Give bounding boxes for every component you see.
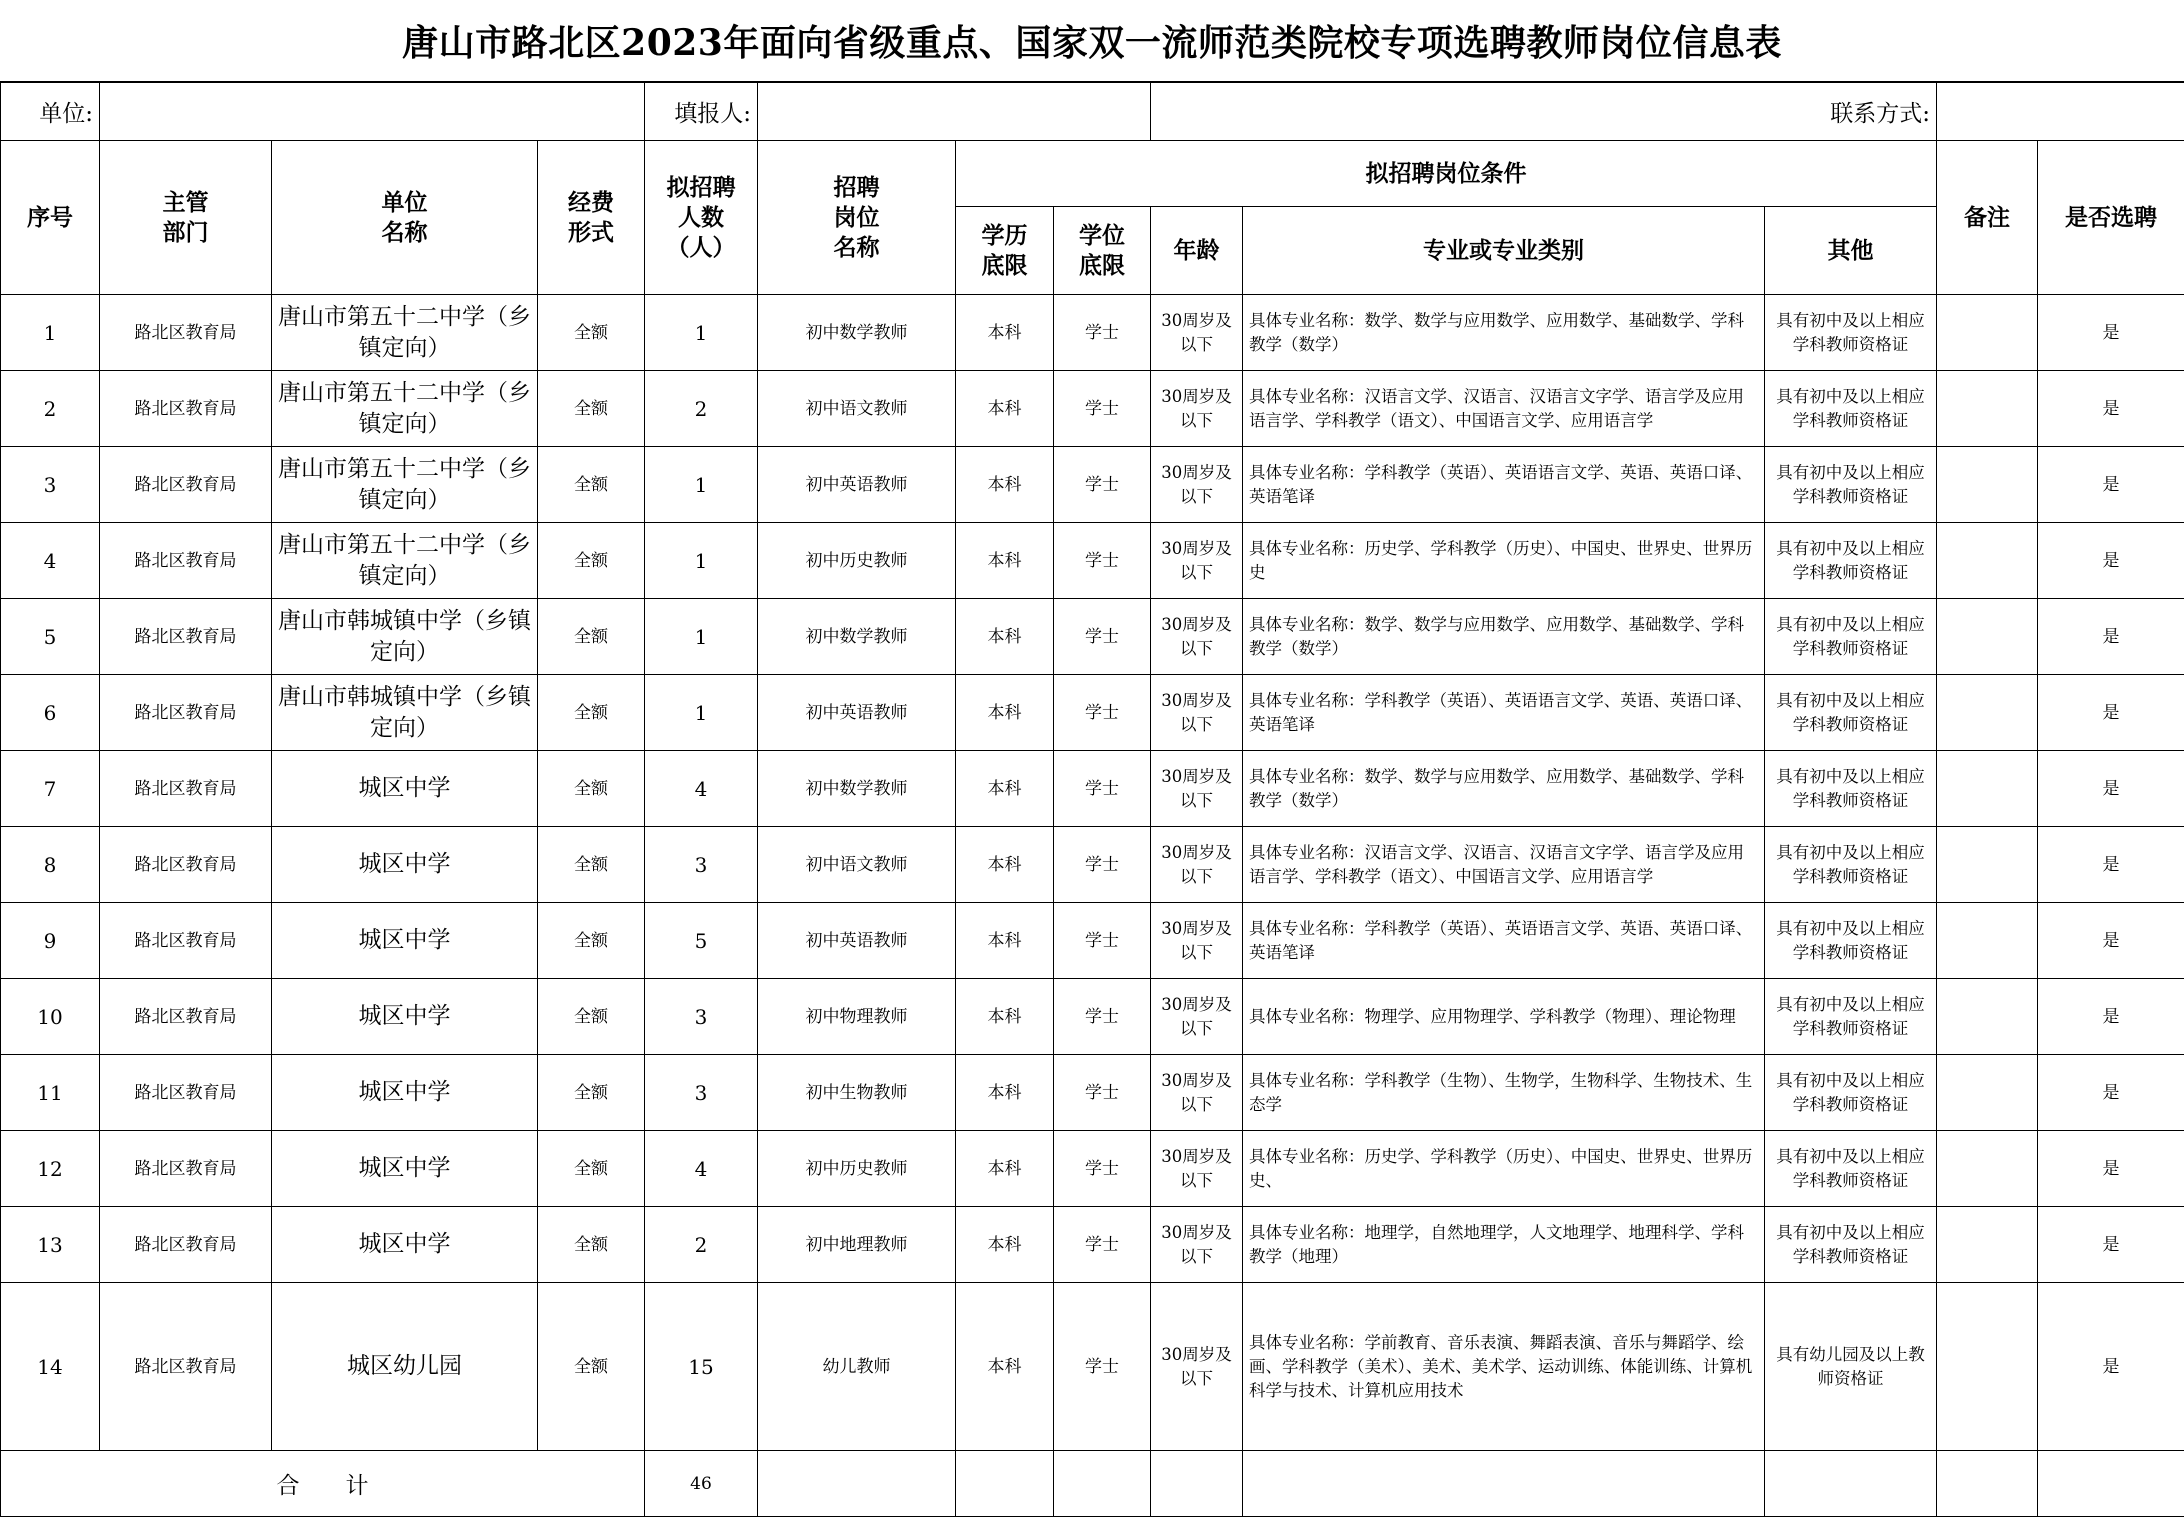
cell-funding: 全额 xyxy=(538,523,645,599)
cell-degree: 学士 xyxy=(1054,827,1151,903)
cell-education: 本科 xyxy=(956,295,1054,371)
cell-education: 本科 xyxy=(956,447,1054,523)
cell-unit: 城区中学 xyxy=(272,903,538,979)
header-funding xyxy=(538,141,645,295)
cell-post: 初中地理教师 xyxy=(758,1207,956,1283)
cell-major: 具体专业名称：学科教学（英语）、英语语言文学、英语、英语口译、英语笔译 xyxy=(1243,447,1765,523)
header-other: 其他 xyxy=(1765,207,1937,295)
cell-education: 本科 xyxy=(956,1055,1054,1131)
cell-seq: 3 xyxy=(1,447,100,523)
cell-seq: 14 xyxy=(1,1283,100,1451)
cell-count: 1 xyxy=(645,599,758,675)
cell-remark xyxy=(1937,751,2038,827)
cell-degree: 学士 xyxy=(1054,295,1151,371)
table-row xyxy=(1,1131,2184,1207)
cell-selected: 是 xyxy=(2038,599,2184,675)
cell-unit: 唐山市韩城镇中学（乡镇定向） xyxy=(272,599,538,675)
cell-dept: 路北区教育局 xyxy=(100,751,272,827)
cell-unit: 唐山市第五十二中学（乡镇定向） xyxy=(272,295,538,371)
cell-degree: 学士 xyxy=(1054,1055,1151,1131)
cell-funding: 全额 xyxy=(538,371,645,447)
cell-unit: 唐山市第五十二中学（乡镇定向） xyxy=(272,371,538,447)
cell-other: 具有初中及以上相应学科教师资格证 xyxy=(1765,1131,1937,1207)
total-empty-cell xyxy=(1151,1451,1243,1517)
cell-education: 本科 xyxy=(956,1131,1054,1207)
cell-count: 3 xyxy=(645,1055,758,1131)
header-seq-text: 序号 xyxy=(27,203,73,231)
cell-seq: 11 xyxy=(1,1055,100,1131)
cell-unit: 唐山市第五十二中学（乡镇定向） xyxy=(272,523,538,599)
table-row xyxy=(1,903,2184,979)
cell-education: 本科 xyxy=(956,371,1054,447)
total-count: 46 xyxy=(645,1451,758,1517)
cell-degree: 学士 xyxy=(1054,523,1151,599)
cell-other: 具有初中及以上相应学科教师资格证 xyxy=(1765,295,1937,371)
cell-post: 初中历史教师 xyxy=(758,1131,956,1207)
table-row xyxy=(1,523,2184,599)
table-row xyxy=(1,979,2184,1055)
cell-age: 30周岁及以下 xyxy=(1151,827,1243,903)
cell-selected: 是 xyxy=(2038,751,2184,827)
filler-label: 填报人: xyxy=(645,83,758,141)
cell-other: 具有幼儿园及以上教师资格证 xyxy=(1765,1283,1937,1451)
cell-age: 30周岁及以下 xyxy=(1151,979,1243,1055)
cell-degree: 学士 xyxy=(1054,751,1151,827)
cell-seq: 8 xyxy=(1,827,100,903)
cell-selected: 是 xyxy=(2038,523,2184,599)
cell-degree: 学士 xyxy=(1054,1131,1151,1207)
cell-remark xyxy=(1937,827,2038,903)
cell-funding: 全额 xyxy=(538,295,645,371)
contact-field[interactable] xyxy=(1937,83,2184,141)
header-post xyxy=(758,141,956,295)
cell-selected: 是 xyxy=(2038,675,2184,751)
cell-age: 30周岁及以下 xyxy=(1151,751,1243,827)
cell-dept: 路北区教育局 xyxy=(100,1207,272,1283)
cell-selected: 是 xyxy=(2038,827,2184,903)
total-empty-cell xyxy=(956,1451,1054,1517)
cell-dept: 路北区教育局 xyxy=(100,523,272,599)
table-row xyxy=(1,827,2184,903)
header-post-text: 招聘 岗位 名称 xyxy=(833,173,880,261)
cell-unit: 城区中学 xyxy=(272,1207,538,1283)
cell-count: 3 xyxy=(645,827,758,903)
cell-selected: 是 xyxy=(2038,903,2184,979)
cell-post: 初中数学教师 xyxy=(758,295,956,371)
cell-dept: 路北区教育局 xyxy=(100,827,272,903)
cell-other: 具有初中及以上相应学科教师资格证 xyxy=(1765,979,1937,1055)
cell-count: 1 xyxy=(645,295,758,371)
cell-age: 30周岁及以下 xyxy=(1151,1131,1243,1207)
cell-funding: 全额 xyxy=(538,1283,645,1451)
header-seq xyxy=(1,141,100,295)
cell-major: 具体专业名称：历史学、学科教学（历史）、中国史、世界史、世界历史、 xyxy=(1243,1131,1765,1207)
cell-seq: 2 xyxy=(1,371,100,447)
total-empty-cell xyxy=(758,1451,956,1517)
header-count xyxy=(645,141,758,295)
cell-major: 具体专业名称：汉语言文学、汉语言、汉语言文字学、语言学及应用语言学、学科教学（语文）、中国语言文学、应用语言学 xyxy=(1243,371,1765,447)
cell-seq: 10 xyxy=(1,979,100,1055)
cell-other: 具有初中及以上相应学科教师资格证 xyxy=(1765,599,1937,675)
cell-seq: 4 xyxy=(1,523,100,599)
cell-count: 4 xyxy=(645,751,758,827)
total-empty-cell xyxy=(2038,1451,2184,1517)
cell-education: 本科 xyxy=(956,751,1054,827)
table-row xyxy=(1,1207,2184,1283)
cell-degree: 学士 xyxy=(1054,675,1151,751)
total-empty-cell xyxy=(1765,1451,1937,1517)
cell-education: 本科 xyxy=(956,979,1054,1055)
cell-age: 30周岁及以下 xyxy=(1151,903,1243,979)
cell-unit: 城区中学 xyxy=(272,979,538,1055)
cell-seq: 1 xyxy=(1,295,100,371)
cell-remark xyxy=(1937,1283,2038,1451)
cell-count: 3 xyxy=(645,979,758,1055)
cell-age: 30周岁及以下 xyxy=(1151,1283,1243,1451)
cell-dept: 路北区教育局 xyxy=(100,447,272,523)
cell-funding: 全额 xyxy=(538,903,645,979)
cell-major: 具体专业名称：学科教学（英语）、英语语言文学、英语、英语口译、英语笔译 xyxy=(1243,903,1765,979)
cell-post: 幼儿教师 xyxy=(758,1283,956,1451)
cell-funding: 全额 xyxy=(538,827,645,903)
cell-other: 具有初中及以上相应学科教师资格证 xyxy=(1765,675,1937,751)
unit-label: 单位: xyxy=(1,83,100,141)
page-title: 唐山市路北区2023年面向省级重点、国家双一流师范类院校专项选聘教师岗位信息表 xyxy=(0,0,2184,82)
cell-dept: 路北区教育局 xyxy=(100,1131,272,1207)
cell-degree: 学士 xyxy=(1054,979,1151,1055)
cell-remark xyxy=(1937,1207,2038,1283)
cell-age: 30周岁及以下 xyxy=(1151,523,1243,599)
cell-selected: 是 xyxy=(2038,447,2184,523)
cell-funding: 全额 xyxy=(538,751,645,827)
cell-age: 30周岁及以下 xyxy=(1151,1207,1243,1283)
contact-label: 联系方式: xyxy=(1151,83,1937,141)
cell-post: 初中英语教师 xyxy=(758,447,956,523)
header-remark: 备注 xyxy=(1937,141,2038,295)
cell-major: 具体专业名称：数学、数学与应用数学、应用数学、基础数学、学科教学（数学） xyxy=(1243,599,1765,675)
cell-post: 初中数学教师 xyxy=(758,599,956,675)
header-funding-text: 经费 形式 xyxy=(568,188,614,246)
cell-count: 2 xyxy=(645,371,758,447)
table-row xyxy=(1,599,2184,675)
table-row xyxy=(1,295,2184,371)
cell-degree: 学士 xyxy=(1054,599,1151,675)
cell-seq: 6 xyxy=(1,675,100,751)
cell-count: 1 xyxy=(645,447,758,523)
cell-count: 5 xyxy=(645,903,758,979)
cell-dept: 路北区教育局 xyxy=(100,979,272,1055)
cell-remark xyxy=(1937,599,2038,675)
cell-funding: 全额 xyxy=(538,979,645,1055)
cell-post: 初中历史教师 xyxy=(758,523,956,599)
cell-funding: 全额 xyxy=(538,447,645,523)
cell-post: 初中英语教师 xyxy=(758,675,956,751)
cell-unit: 唐山市韩城镇中学（乡镇定向） xyxy=(272,675,538,751)
cell-seq: 5 xyxy=(1,599,100,675)
header-dept-text: 主管 部门 xyxy=(162,188,209,246)
cell-unit: 城区中学 xyxy=(272,827,538,903)
cell-post: 初中语文教师 xyxy=(758,371,956,447)
cell-funding: 全额 xyxy=(538,1207,645,1283)
cell-education: 本科 xyxy=(956,827,1054,903)
cell-selected: 是 xyxy=(2038,1207,2184,1283)
cell-age: 30周岁及以下 xyxy=(1151,599,1243,675)
cell-dept: 路北区教育局 xyxy=(100,675,272,751)
cell-post: 初中生物教师 xyxy=(758,1055,956,1131)
cell-post: 初中物理教师 xyxy=(758,979,956,1055)
cell-age: 30周岁及以下 xyxy=(1151,447,1243,523)
header-education xyxy=(956,207,1054,295)
cell-remark xyxy=(1937,371,2038,447)
cell-dept: 路北区教育局 xyxy=(100,903,272,979)
header-education-text: 学历 底限 xyxy=(981,221,1028,279)
cell-other: 具有初中及以上相应学科教师资格证 xyxy=(1765,371,1937,447)
cell-seq: 9 xyxy=(1,903,100,979)
cell-seq: 12 xyxy=(1,1131,100,1207)
cell-other: 具有初中及以上相应学科教师资格证 xyxy=(1765,1207,1937,1283)
cell-education: 本科 xyxy=(956,903,1054,979)
cell-dept: 路北区教育局 xyxy=(100,1283,272,1451)
cell-education: 本科 xyxy=(956,675,1054,751)
cell-selected: 是 xyxy=(2038,371,2184,447)
cell-selected: 是 xyxy=(2038,979,2184,1055)
cell-age: 30周岁及以下 xyxy=(1151,371,1243,447)
table-row xyxy=(1,751,2184,827)
cell-post: 初中数学教师 xyxy=(758,751,956,827)
table-row xyxy=(1,675,2184,751)
cell-remark xyxy=(1937,903,2038,979)
cell-major: 具体专业名称：学科教学（英语）、英语语言文学、英语、英语口译、英语笔译 xyxy=(1243,675,1765,751)
cell-other: 具有初中及以上相应学科教师资格证 xyxy=(1765,447,1937,523)
cell-funding: 全额 xyxy=(538,1131,645,1207)
cell-other: 具有初中及以上相应学科教师资格证 xyxy=(1765,523,1937,599)
cell-age: 30周岁及以下 xyxy=(1151,1055,1243,1131)
cell-major: 具体专业名称：地理学，自然地理学，人文地理学、地理科学、学科教学（地理） xyxy=(1243,1207,1765,1283)
cell-major: 具体专业名称：学前教育、音乐表演、舞蹈表演、音乐与舞蹈学、绘画、学科教学（美术）、美术、美术学、运动训练、体能训练、计算机科学与技术、计算机应用技术 xyxy=(1243,1283,1765,1451)
header-unit xyxy=(272,141,538,295)
cell-unit: 城区中学 xyxy=(272,1131,538,1207)
total-label: 合 计 xyxy=(1,1451,645,1517)
cell-selected: 是 xyxy=(2038,1283,2184,1451)
header-unit-text: 单位 名称 xyxy=(381,188,428,246)
header-dept xyxy=(100,141,272,295)
cell-other: 具有初中及以上相应学科教师资格证 xyxy=(1765,1055,1937,1131)
cell-degree: 学士 xyxy=(1054,903,1151,979)
cell-selected: 是 xyxy=(2038,1055,2184,1131)
cell-major: 具体专业名称：历史学、学科教学（历史）、中国史、世界史、世界历史 xyxy=(1243,523,1765,599)
cell-post: 初中语文教师 xyxy=(758,827,956,903)
cell-major: 具体专业名称：学科教学（生物）、生物学，生物科学、生物技术、生态学 xyxy=(1243,1055,1765,1131)
cell-education: 本科 xyxy=(956,1207,1054,1283)
cell-seq: 13 xyxy=(1,1207,100,1283)
cell-dept: 路北区教育局 xyxy=(100,599,272,675)
cell-remark xyxy=(1937,979,2038,1055)
cell-major: 具体专业名称：数学、数学与应用数学、应用数学、基础数学、学科教学（数学） xyxy=(1243,295,1765,371)
table-row xyxy=(1,1283,2184,1451)
cell-remark xyxy=(1937,1131,2038,1207)
cell-major: 具体专业名称：物理学、应用物理学、学科教学（物理）、理论物理 xyxy=(1243,979,1765,1055)
cell-remark xyxy=(1937,1055,2038,1131)
cell-dept: 路北区教育局 xyxy=(100,295,272,371)
total-empty-cell xyxy=(1054,1451,1151,1517)
cell-count: 15 xyxy=(645,1283,758,1451)
cell-other: 具有初中及以上相应学科教师资格证 xyxy=(1765,903,1937,979)
cell-education: 本科 xyxy=(956,523,1054,599)
cell-post: 初中英语教师 xyxy=(758,903,956,979)
cell-age: 30周岁及以下 xyxy=(1151,675,1243,751)
cell-remark xyxy=(1937,447,2038,523)
total-empty-cell xyxy=(1243,1451,1765,1517)
cell-remark xyxy=(1937,295,2038,371)
cell-degree: 学士 xyxy=(1054,447,1151,523)
info-row xyxy=(1,83,2184,141)
cell-selected: 是 xyxy=(2038,1131,2184,1207)
cell-education: 本科 xyxy=(956,599,1054,675)
table-row xyxy=(1,371,2184,447)
header-age: 年龄 xyxy=(1151,207,1243,295)
cell-remark xyxy=(1937,675,2038,751)
cell-dept: 路北区教育局 xyxy=(100,1055,272,1131)
header-count-text: 拟招聘 人数 （人） xyxy=(666,173,736,261)
cell-degree: 学士 xyxy=(1054,371,1151,447)
header-degree xyxy=(1054,207,1151,295)
cell-unit: 城区中学 xyxy=(272,751,538,827)
cell-selected: 是 xyxy=(2038,295,2184,371)
filler-field[interactable] xyxy=(758,83,1151,141)
cell-unit: 城区中学 xyxy=(272,1055,538,1131)
cell-funding: 全额 xyxy=(538,1055,645,1131)
recruitment-table xyxy=(0,82,2184,1517)
cell-degree: 学士 xyxy=(1054,1283,1151,1451)
cell-degree: 学士 xyxy=(1054,1207,1151,1283)
table-row xyxy=(1,1055,2184,1131)
cell-other: 具有初中及以上相应学科教师资格证 xyxy=(1765,827,1937,903)
cell-funding: 全额 xyxy=(538,599,645,675)
cell-remark xyxy=(1937,523,2038,599)
unit-field[interactable] xyxy=(100,83,645,141)
cell-count: 4 xyxy=(645,1131,758,1207)
cell-education: 本科 xyxy=(956,1283,1054,1451)
header-conditions: 拟招聘岗位条件 xyxy=(956,141,1937,207)
header-row-1 xyxy=(1,141,2184,207)
cell-seq: 7 xyxy=(1,751,100,827)
total-row xyxy=(1,1451,2184,1517)
cell-other: 具有初中及以上相应学科教师资格证 xyxy=(1765,751,1937,827)
cell-age: 30周岁及以下 xyxy=(1151,295,1243,371)
cell-count: 2 xyxy=(645,1207,758,1283)
cell-unit: 城区幼儿园 xyxy=(272,1283,538,1451)
header-selected: 是否选聘 xyxy=(2038,141,2184,295)
header-degree-text: 学位 底限 xyxy=(1079,221,1125,279)
cell-major: 具体专业名称：数学、数学与应用数学、应用数学、基础数学、学科教学（数学） xyxy=(1243,751,1765,827)
table-row xyxy=(1,447,2184,523)
cell-unit: 唐山市第五十二中学（乡镇定向） xyxy=(272,447,538,523)
cell-funding: 全额 xyxy=(538,675,645,751)
total-empty-cell xyxy=(1937,1451,2038,1517)
cell-major: 具体专业名称：汉语言文学、汉语言、汉语言文字学、语言学及应用语言学、学科教学（语文）、中国语言文学、应用语言学 xyxy=(1243,827,1765,903)
header-major: 专业或专业类别 xyxy=(1243,207,1765,295)
cell-dept: 路北区教育局 xyxy=(100,371,272,447)
cell-count: 1 xyxy=(645,675,758,751)
cell-count: 1 xyxy=(645,523,758,599)
